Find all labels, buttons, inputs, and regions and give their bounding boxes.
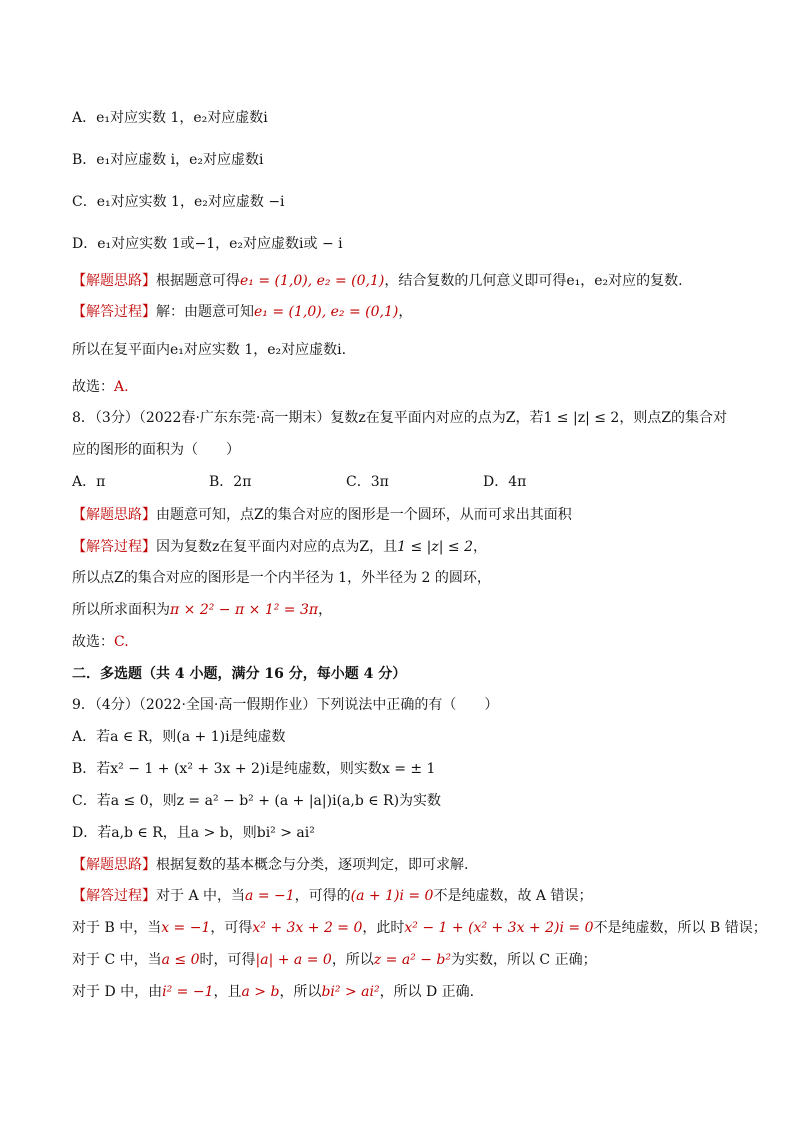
analysis-math: e₁ = (1,0), e₂ = (0,1) <box>240 273 385 289</box>
solution-text: 因为复数z在复平面内对应的点为Z，且 <box>156 539 398 555</box>
solution-text: 对于 A 中，当 <box>156 888 246 904</box>
q8-solution-line2: 所以点Z的集合对应的图形是一个内半径为 1，外半径为 2 的圆环， <box>72 570 491 586</box>
solution-text: 所以所求面积为 <box>72 602 170 618</box>
solution-math: (a + 1)i = 0 <box>350 888 434 904</box>
solution-math: x = −1 <box>161 920 211 936</box>
q8-stem-line2: 应的图形的面积为（ ） <box>72 442 240 458</box>
solution-text: 为实数，所以 C 正确； <box>450 952 597 968</box>
solution-math: a ≤ 0 <box>161 952 200 968</box>
solution-math: 1 ≤ |z| ≤ 2 <box>397 539 473 555</box>
solution-text-tail: ， <box>398 304 413 320</box>
answer-label: 故选： <box>72 634 114 650</box>
answer-value: A. <box>114 379 129 395</box>
solution-tag: 【解答过程】 <box>72 304 156 320</box>
q7-solution <box>72 302 412 322</box>
q7-option-d: D．e₁对应实数 1或−1，e₂对应虚数i或 − i <box>72 236 343 252</box>
solution-tag: 【解答过程】 <box>72 539 156 555</box>
solution-math: x² − 1 + (x² + 3x + 2)i = 0 <box>404 920 594 936</box>
solution-math: π × 2² − π × 1² = 3π <box>170 602 319 618</box>
q7-option-a: A．e₁对应实数 1，e₂对应虚数i <box>72 110 268 126</box>
q7-option-c: C．e₁对应实数 1，e₂对应虚数 −i <box>72 194 285 210</box>
q8-solution <box>72 537 487 557</box>
q9-analysis <box>72 855 468 875</box>
q7-analysis <box>72 271 683 291</box>
analysis-text: 根据复数的基本概念与分类，逐项判定，即可求解. <box>156 857 469 873</box>
solution-math: a > b <box>241 984 280 1000</box>
solution-text-tail: ， <box>473 539 487 555</box>
q8-option-d: D．4π <box>483 474 527 490</box>
solution-text: 对于 D 中，由 <box>72 984 163 1000</box>
solution-text: ，此时 <box>362 920 405 936</box>
solution-math: x² + 3x + 2 = 0 <box>252 920 363 936</box>
answer-label: 故选： <box>72 379 114 395</box>
solution-text: 时，可得 <box>199 952 256 968</box>
solution-text: ，所以 D 正确. <box>379 984 475 1000</box>
q9-option-c: C．若a ≤ 0，则z = a² − b² + (a + |a|)i(a,b ∈ R)为实数 <box>72 793 442 809</box>
q9-option-a: A．若a ∈ R，则(a + 1)i是纯虚数 <box>72 729 286 745</box>
solution-math: bi² > ai² <box>321 984 380 1000</box>
solution-math: a = −1 <box>245 888 295 904</box>
q9-solution-a <box>72 886 592 906</box>
analysis-tag: 【解题思路】 <box>72 857 156 873</box>
solution-text: ，可得 <box>210 920 253 936</box>
analysis-tag: 【解题思路】 <box>72 507 156 523</box>
q9-solution-d <box>72 982 474 1002</box>
solution-text-tail: ， <box>318 602 333 618</box>
q8-options <box>72 472 620 492</box>
analysis-tag: 【解题思路】 <box>72 273 156 289</box>
solution-text: ，所以 <box>331 952 374 968</box>
q9-stem: 9．（4分）（2022·全国·高一假期作业）下列说法中正确的有（ ） <box>72 697 499 713</box>
q8-answer <box>72 632 129 652</box>
solution-text: ，且 <box>213 984 242 1000</box>
q8-option-b: B．2π <box>209 474 252 490</box>
q9-option-b: B．若x² − 1 + (x² + 3x + 2)i是纯虚数，则实数x = ± 1 <box>72 761 436 777</box>
q8-option-a: A．π <box>72 474 106 490</box>
solution-text: 不是纯虚数，故 A 错误； <box>433 888 593 904</box>
q7-answer <box>72 377 129 397</box>
q9-solution-b <box>72 918 767 938</box>
solution-text: 不是纯虚数，所以 B 错误； <box>593 920 767 936</box>
solution-text: ，可得的 <box>294 888 351 904</box>
answer-value: C. <box>114 634 129 650</box>
q7-option-b: B．e₁对应虚数 i，e₂对应虚数i <box>72 152 264 168</box>
solution-text: 对于 B 中，当 <box>72 920 162 936</box>
analysis-text: 根据题意可得 <box>156 273 240 289</box>
section-heading: 二．多选题（共 4 小题，满分 16 分，每小题 4 分） <box>72 666 407 682</box>
solution-math: i² = −1 <box>162 984 214 1000</box>
solution-text: ，所以 <box>279 984 322 1000</box>
q8-solution-line3 <box>72 600 332 620</box>
solution-math: |a| + a = 0 <box>255 952 332 968</box>
solution-math: e₁ = (1,0), e₂ = (0,1) <box>254 304 399 320</box>
solution-tag: 【解答过程】 <box>72 888 156 904</box>
solution-text: 对于 C 中，当 <box>72 952 162 968</box>
solution-math: z = a² − b² <box>373 952 451 968</box>
q7-solution-line2: 所以在复平面内e₁对应实数 1，e₂对应虚数i. <box>72 342 347 358</box>
solution-text: 解：由题意可知 <box>156 304 254 320</box>
q9-solution-c <box>72 950 597 970</box>
analysis-text: 由题意可知，点Z的集合对应的图形是一个圆环，从而可求出其面积 <box>156 507 572 523</box>
q8-analysis <box>72 505 572 525</box>
q9-option-d: D．若a,b ∈ R，且a > b，则bi² > ai² <box>72 825 315 841</box>
q8-option-c: C．3π <box>346 474 389 490</box>
analysis-text-tail: ，结合复数的几何意义即可得e₁，e₂对应的复数. <box>384 273 683 289</box>
q8-stem-line1: 8．（3分）（2022春·广东东莞·高一期末）复数z在复平面内对应的点为Z，若1 ≤ |z| ≤ 2，则点Z的集合对 <box>72 410 728 426</box>
